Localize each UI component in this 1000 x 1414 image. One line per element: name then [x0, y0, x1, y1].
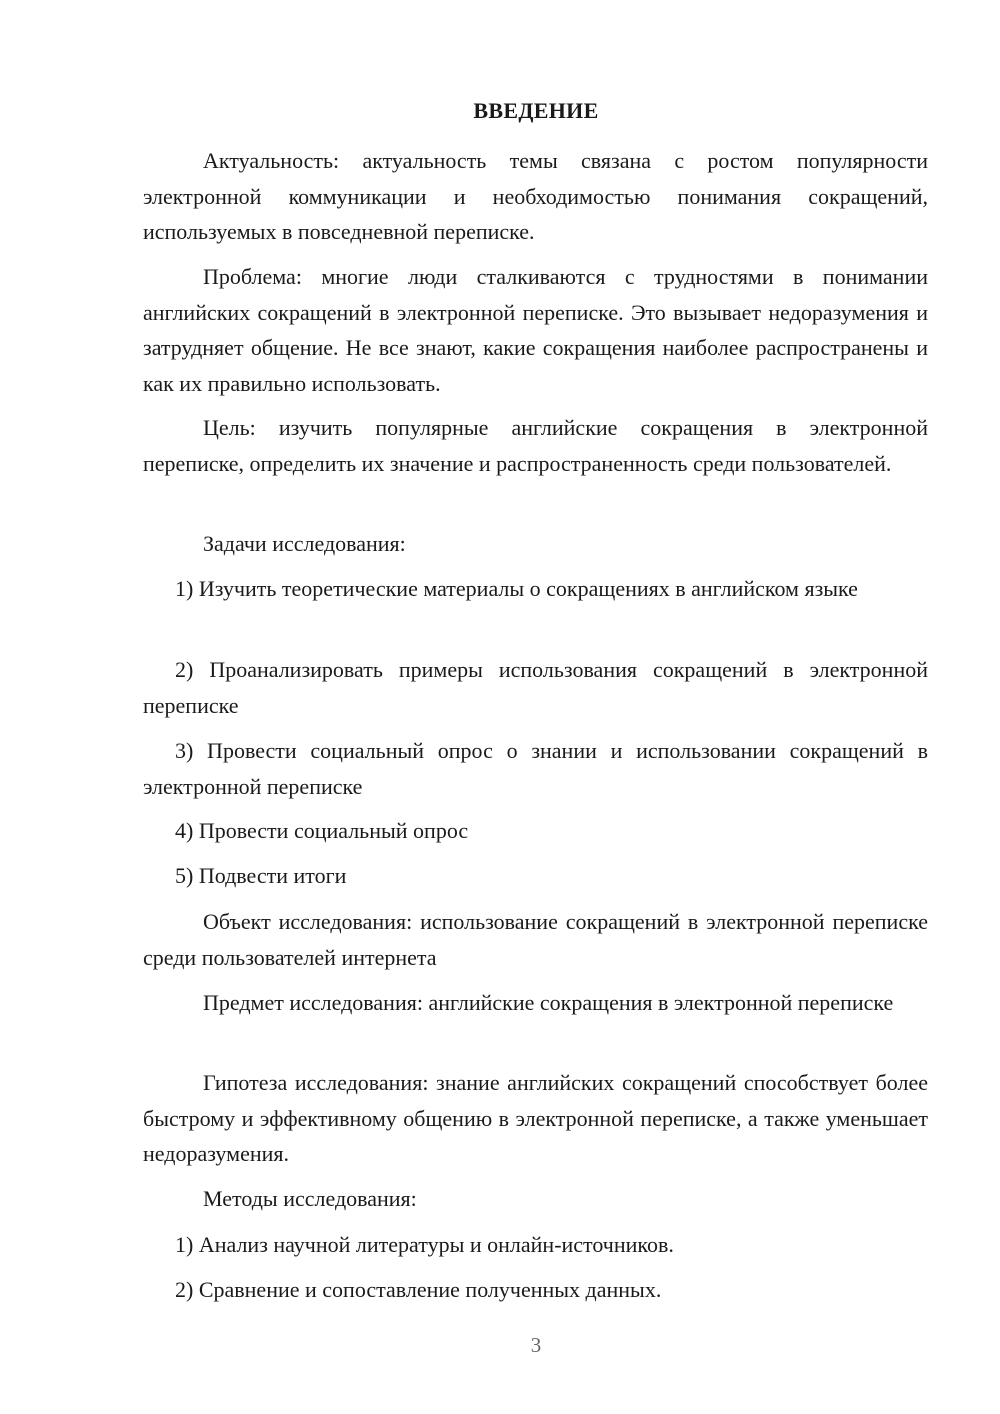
subject-paragraph: Предмет исследования: английские сокращения в электронной переписке: [203, 990, 894, 1015]
tasks-title: Задачи исследования:: [203, 531, 406, 556]
relevance-paragraph: Актуальность: актуальность темы связана с ростом популярности электронной коммуникации и необходимостью понимания сокращений, используемых в повседневной переписке.: [143, 148, 928, 244]
object-paragraph: Объект исследования: использование сокращений в электронной переписке среди пользователей интернета: [143, 909, 928, 970]
method-item-1: 1) Анализ научной литературы и онлайн-источников.: [175, 1232, 674, 1257]
problem-paragraph: Проблема: многие люди сталкиваются с трудностями в понимании английских сокращений в электронной переписке. Это вызывает недоразумения и затрудняет общение. Не все знают, какие сокращения наиболее распространены и как их правильно использовать.: [143, 264, 928, 396]
hypothesis-paragraph: Гипотеза исследования: знание английских сокращений способствует более быстрому и эффективному общению в электронной переписке, а также уменьшает недоразумения.: [143, 1070, 928, 1166]
page-title: ВВЕДЕНИЕ: [473, 98, 599, 123]
method-item-2: 2) Сравнение и сопоставление полученных данных.: [175, 1277, 662, 1302]
task-item-1: 1) Изучить теоретические материалы о сокращениях в английском языке: [175, 576, 858, 601]
task-item-2: 2) Проанализировать примеры использования сокращений в электронной переписке: [143, 657, 928, 718]
methods-title: Методы исследования:: [203, 1186, 417, 1211]
task-item-5: 5) Подвести итоги: [175, 863, 347, 888]
page-number: 3: [530, 1333, 542, 1357]
task-item-3: 3) Провести социальный опрос о знании и использовании сокращений в электронной переписке: [143, 738, 928, 799]
goal-paragraph: Цель: изучить популярные английские сокращения в электронной переписке, определить их значение и распространенность среди пользователей.: [143, 415, 928, 476]
task-item-4: 4) Провести социальный опрос: [175, 818, 469, 843]
